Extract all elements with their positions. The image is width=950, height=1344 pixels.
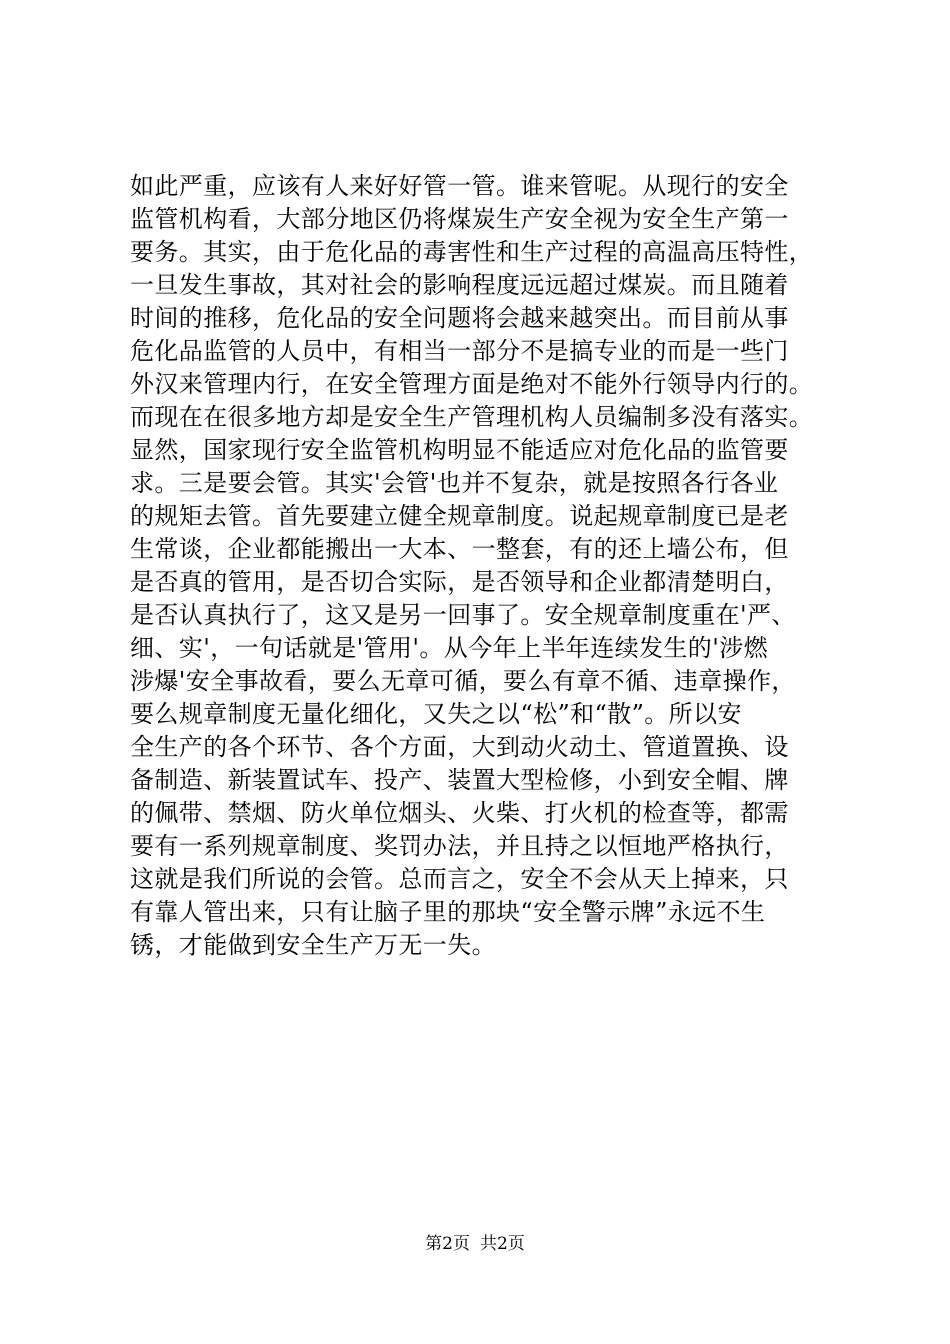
text-line: 是否真的管用，是否切合实际，是否领导和企业都清楚明白， <box>130 568 789 596</box>
text-line: 危化品监管的人员中，有相当一部分不是搞专业的而是一些门 <box>130 337 789 365</box>
text-line: 如此严重，应该有人来好好管一管。谁来管呢。从现行的安全 <box>130 172 789 200</box>
text-line: 细、实'，一句话就是'管用'。从今年上半年连续发生的'涉燃 <box>130 634 768 662</box>
text-line: 涉爆'安全事故看，要么无章可循，要么有章不循、违章操作， <box>130 667 796 695</box>
text-line: 备制造、新装置试车、投产、装置大型检修，小到安全帽、牌 <box>130 766 789 794</box>
text-line: 监管机构看，大部分地区仍将煤炭生产安全视为安全生产第一 <box>130 205 789 233</box>
text-line: 是否认真执行了，这又是另一回事了。安全规章制度重在'严、 <box>130 601 796 629</box>
text-line: 要有一系列规章制度、奖罚办法，并且持之以恒地严格执行， <box>130 832 789 860</box>
text-line: 求。三是要会管。其实'会管'也并不复杂，就是按照各行各业 <box>130 469 779 497</box>
text-line: 一旦发生事故，其对社会的影响程度远远超过煤炭。而且随着 <box>130 271 789 299</box>
text-line: 有靠人管出来，只有让脑子里的那块“安全警示牌”永远不生 <box>130 898 766 926</box>
text-line: 显然，国家现行安全监管机构明显不能适应对危化品的监管要 <box>130 436 789 464</box>
text-line: 而现在在很多地方却是安全生产管理机构人员编制多没有落实。 <box>130 403 814 431</box>
text-line: 的规矩去管。首先要建立健全规章制度。说起规章制度已是老 <box>130 502 789 530</box>
page-footer <box>0 1232 950 1256</box>
body-text <box>130 170 830 962</box>
text-line: 这就是我们所说的会管。总而言之，安全不会从天上掉来，只 <box>130 865 789 893</box>
text-line: 全生产的各个环节、各个方面，大到动火动土、管道置换、设 <box>130 733 789 761</box>
text-line: 时间的推移，危化品的安全问题将会越来越突出。而目前从事 <box>130 304 789 332</box>
text-line: 的佩带、禁烟、防火单位烟头、火柴、打火机的检查等，都需 <box>130 799 789 827</box>
text-line: 生常谈，企业都能搬出一大本、一整套，有的还上墙公布，但 <box>130 535 789 563</box>
text-line: 锈，才能做到安全生产万无一失。 <box>130 931 496 959</box>
text-line: 外汉来管理内行，在安全管理方面是绝对不能外行领导内行的。 <box>130 370 814 398</box>
text-line: 要么规章制度无量化细化，又失之以“松”和“散”。所以安 <box>130 700 742 728</box>
page-number: 第2页 <box>425 1234 470 1254</box>
text-line: 要务。其实，由于危化品的毒害性和生产过程的高温高压特性， <box>130 238 814 266</box>
page-total: 共2页 <box>480 1234 525 1254</box>
